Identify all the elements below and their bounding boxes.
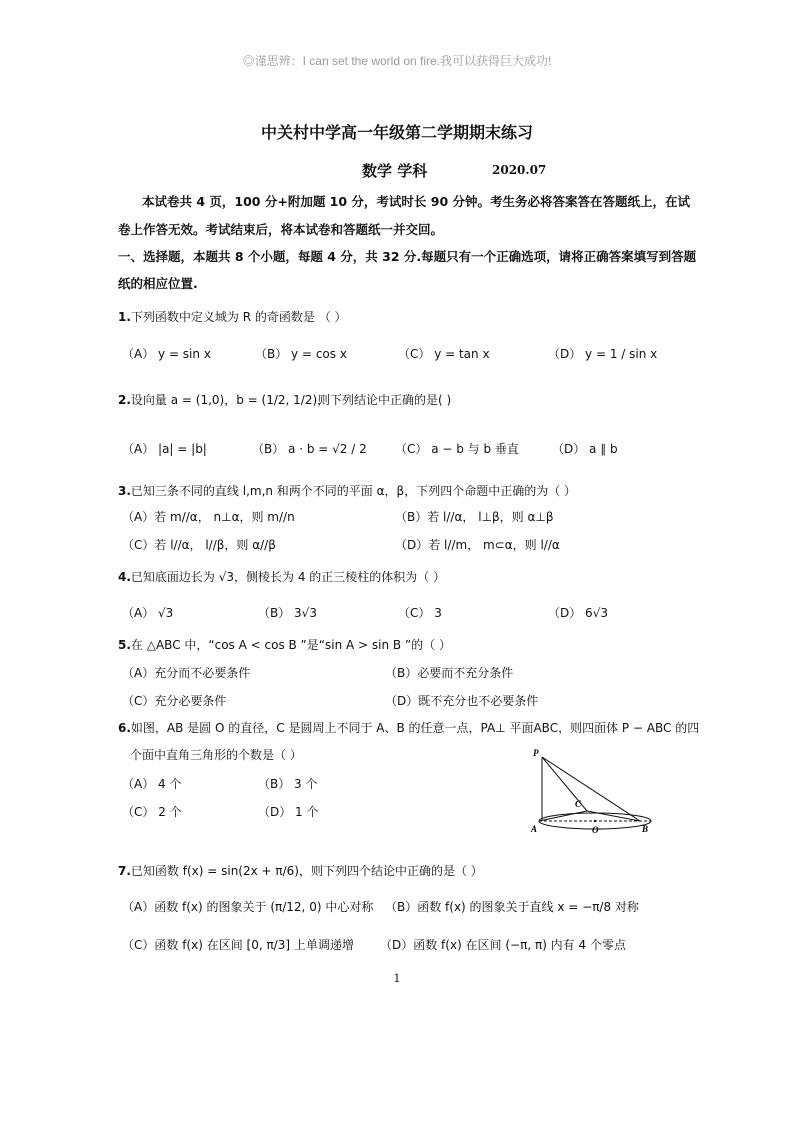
option-b: （B） a · b = √2 / 2 <box>252 442 367 456</box>
label-b: B <box>642 824 649 834</box>
label-c: C <box>575 799 582 809</box>
exam-instructions: 本试卷共 4 页，100 分+附加题 10 分，考试时长 90 分钟。考生务必将答案答在答题纸上，在试卷上作答无效。考试结束后，将本试卷和答题纸一并交回。 <box>118 194 691 237</box>
option-b: （B）必要而不充分条件 <box>385 666 514 680</box>
option-d: （D） 1 个 <box>258 805 319 819</box>
option-a: （A）函数 f(x) 的图象关于 (π/12, 0) 中心对称 <box>122 900 374 914</box>
option-c: （C） 2 个 <box>122 805 182 819</box>
question-number: 7. <box>118 864 131 878</box>
option-c: （C） 3 <box>398 606 442 620</box>
question-6 <box>118 719 699 736</box>
option-d: （D）若 l//m， m⊂α，则 l//α <box>395 538 560 552</box>
option-c: （C）充分必要条件 <box>122 694 227 708</box>
option-b: （B） 3 个 <box>258 777 318 791</box>
question-number: 3. <box>118 484 131 498</box>
option-c: （C）函数 f(x) 在区间 [0, π/3] 上单调递增 <box>122 938 354 952</box>
question-number: 4. <box>118 570 131 584</box>
option-a: （A） √3 <box>122 606 174 620</box>
question-stem: 已知底面边长为 √3，侧棱长为 4 的正三棱柱的体积为（ ） <box>130 570 446 584</box>
option-d: （D）函数 f(x) 在区间 (−π, π) 内有 4 个零点 <box>380 938 626 952</box>
question-7 <box>118 862 483 879</box>
center-point <box>594 820 596 822</box>
option-c: （C） a − b 与 b 垂直 <box>395 442 519 456</box>
question-1 <box>118 308 347 325</box>
question-stem: 已知三条不同的直线 l,m,n 和两个不同的平面 α，β，下列四个命题中正确的为（ ） <box>130 484 577 498</box>
question-stem: 如图，AB 是圆 O 的直径，C 是圆周上不同于 A、B 的任意一点，PA⊥ 平面ABC，则四面体 P − ABC 的四 <box>130 721 700 735</box>
option-d: （D） a ∥ b <box>552 442 618 456</box>
question-stem-continued: 则下列结论中正确的是( ) <box>318 393 452 407</box>
watermark: ◎谨思辨：I can set the world on fire.我可以获得巨大成功! <box>242 54 552 68</box>
label-p: P <box>533 748 539 758</box>
question-3 <box>118 482 576 499</box>
label-a: A <box>531 824 538 834</box>
question-number: 2. <box>118 393 131 407</box>
page-number: 1 <box>393 972 401 985</box>
option-a: （A） y = sin x <box>122 347 211 361</box>
question-stem: 设向量 a = (1,0)，b = (1/2, 1/2)， <box>130 393 330 407</box>
option-b: （B） y = cos x <box>255 347 347 361</box>
option-b: （B） 3√3 <box>258 606 317 620</box>
option-d: （D）既不充分也不必要条件 <box>385 694 539 708</box>
question-stem: 已知函数 f(x) = sin(2x + π/6)，则下列四个结论中正确的是（ ） <box>130 864 483 878</box>
option-a: （A） 4 个 <box>122 777 182 791</box>
question-4 <box>118 568 445 585</box>
question-number: 1. <box>118 310 131 324</box>
question-number: 6. <box>118 721 131 735</box>
section-heading: 一、选择题，本题共 8 个小题，每题 4 分，共 32 分.每题只有一个正确选项，请将正确答案填写到答题纸的相应位置. <box>118 249 697 291</box>
exam-title: 中关村中学高一年级第二学期期末练习 <box>260 123 533 142</box>
question-stem: 下列函数中定义域为 R 的奇函数是 （ ） <box>130 310 347 324</box>
option-d: （D） 6√3 <box>548 606 608 620</box>
option-b: （B）函数 f(x) 的图象关于直线 x = −π/8 对称 <box>385 900 639 914</box>
question-number: 5. <box>118 638 131 652</box>
option-c: （C）若 l//α， l//β，则 α//β <box>122 538 276 552</box>
exam-date: 2020.07 <box>492 163 547 177</box>
question-2 <box>118 391 329 408</box>
option-d: （D） y = 1 / sin x <box>548 347 658 361</box>
option-b: （B）若 l//α， l⊥β，则 α⊥β <box>395 510 554 524</box>
label-o: O <box>592 825 599 835</box>
option-a: （A）若 m//α， n⊥α，则 m//n <box>122 510 295 524</box>
subject-label: 数学 学科 <box>362 162 428 180</box>
question-5 <box>118 636 451 653</box>
question-stem-line-2: 个面中直角三角形的个数是（ ） <box>130 748 302 762</box>
option-c: （C） y = tan x <box>398 347 490 361</box>
edge-ac <box>539 811 587 821</box>
question-stem: 在 △ABC 中，“cos A < cos B ”是“sin A > sin B ”的（ ） <box>130 638 451 652</box>
tetrahedron-figure <box>525 745 665 840</box>
option-a: （A）充分而不必要条件 <box>122 666 251 680</box>
option-a: （A） |a| = |b| <box>122 442 207 456</box>
